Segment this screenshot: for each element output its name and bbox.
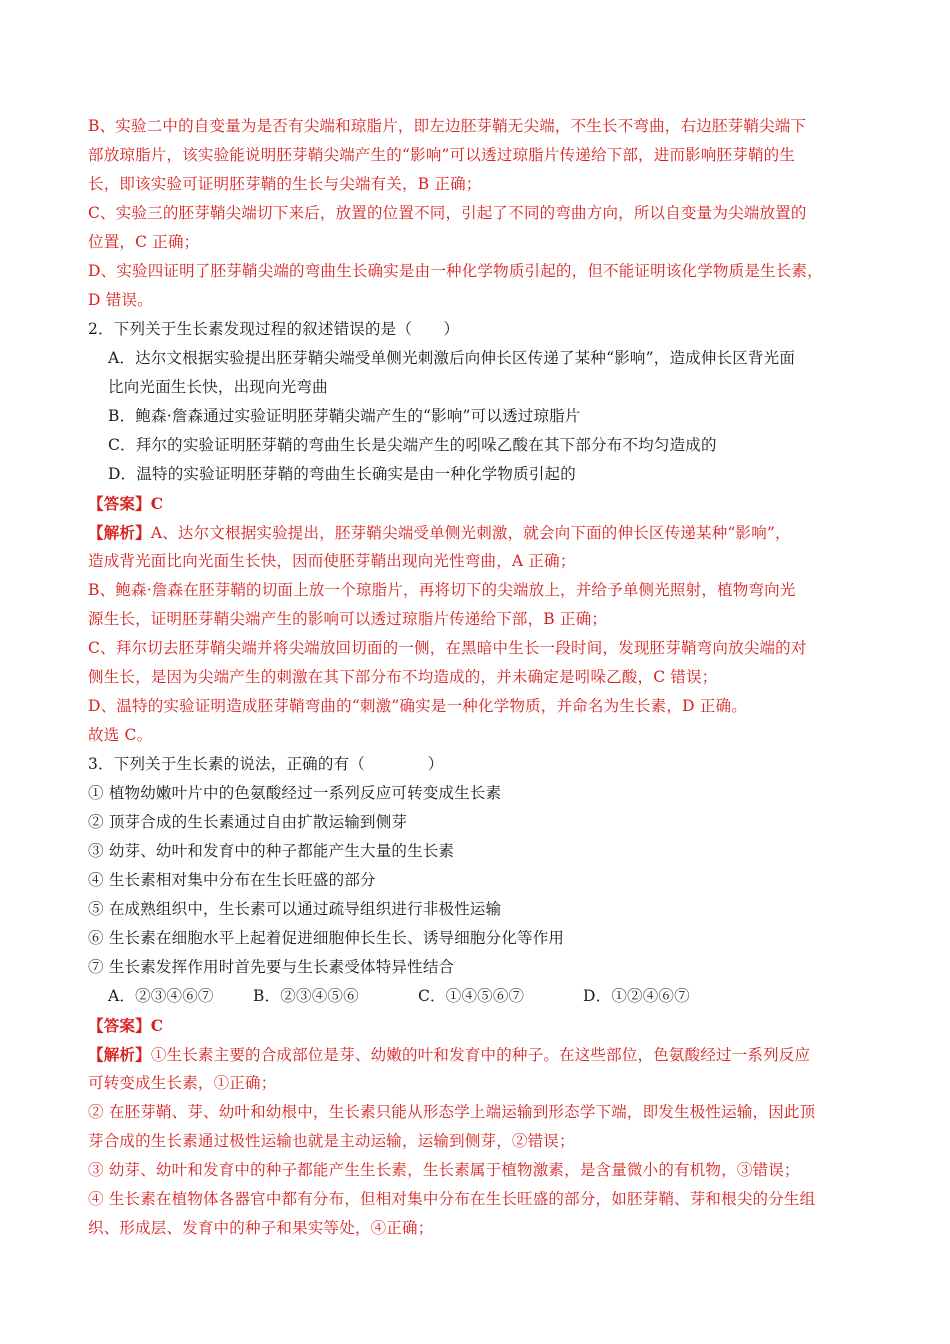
question-stem: 3．下列关于生长素的说法，正确的有（ ） [88,755,444,773]
analysis-line: 侧生长，是因为尖端产生的刺激在其下部分布不均造成的，并未确定是吲哚乙酸，C 错误； [88,668,718,686]
analysis-line: 长，即该实验可证明胚芽鞘的生长与尖端有关，B 正确； [88,175,482,193]
choice-b: B．②③④⑤⑥ [253,987,359,1005]
previous-analysis-block [88,112,868,315]
analysis-line: ③ 幼芽、幼叶和发育中的种子都能产生生长素，生长素属于植物激素，是含量微小的有机物，③错误； [88,1161,800,1179]
analysis-label: 【解析】 [88,523,151,542]
analysis-line: ② 在胚芽鞘、芽、幼叶和幼根中，生长素只能从形态学上端运输到形态学下端，即发生极性运输，因此顶 [88,1103,816,1121]
analysis-line [88,1040,868,1069]
analysis-line: D、温特的实验证明造成胚芽鞘弯曲的“刺激”确实是一种化学物质，并命名为生长素，D 正确。 [88,697,747,715]
option-b: B．鲍森·詹森通过实验证明胚芽鞘尖端产生的“影响”可以透过琼脂片 [108,407,581,425]
statement-item: ⑤ 在成熟组织中，生长素可以通过疏导组织进行非极性运输 [88,900,502,918]
document-page [88,112,868,1243]
analysis-line: 位置，C 正确； [88,233,200,251]
analysis-line: D、实验四证明了胚芽鞘尖端的弯曲生长确实是由一种化学物质引起的，但不能证明该化学物质是生长素， [88,262,823,280]
analysis-line: 造成背光面比向光面生长快，因而使胚芽鞘出现向光性弯曲，A 正确； [88,552,576,570]
analysis-line: C、实验三的胚芽鞘尖端切下来后，放置的位置不同，引起了不同的弯曲方向，所以自变量为尖端放置的 [88,204,807,222]
answer-label: 【答案】C [88,494,164,513]
analysis-line: 故选 C。 [88,726,153,744]
choice-row [88,982,868,1011]
analysis-line: ④ 生长素在植物体各器官中都有分布，但相对集中分布在生长旺盛的部分，如胚芽鞘、芽和根尖的分生组 [88,1190,816,1208]
analysis-line: 源生长，证明胚芽鞘尖端产生的影响可以透过琼脂片传递给下部，B 正确； [88,610,608,628]
statement-item: ① 植物幼嫩叶片中的色氨酸经过一系列反应可转变成生长素 [88,784,502,802]
analysis-line: 部放琼脂片，该实验能说明胚芽鞘尖端产生的“影响”可以透过琼脂片传递给下部，进而影响胚芽鞘的生 [88,146,796,164]
analysis-label: 【解析】 [88,1045,151,1064]
option-c: C．拜尔的实验证明胚芽鞘的弯曲生长是尖端产生的吲哚乙酸在其下部分布不均匀造成的 [108,436,717,454]
option-d: D．温特的实验证明胚芽鞘的弯曲生长确实是由一种化学物质引起的 [108,465,576,483]
analysis-text: A、达尔文根据实验提出，胚芽鞘尖端受单侧光刺激，就会向下面的伸长区传递某种“影响”， [150,524,791,542]
analysis-line: 织、形成层、发育中的种子和果实等处，④正确； [88,1219,434,1237]
analysis-line: 芽合成的生长素通过极性运输也就是主动运输，运输到侧芽，②错误； [88,1132,575,1150]
question-3 [88,750,868,1243]
statement-item: ④ 生长素相对集中分布在生长旺盛的部分 [88,871,376,889]
choice-c: C．①④⑤⑥⑦ [418,987,525,1005]
question-2 [88,315,868,750]
statement-item: ⑥ 生长素在细胞水平上起着促进细胞伸长生长、诱导细胞分化等作用 [88,929,565,947]
statement-item: ③ 幼芽、幼叶和发育中的种子都能产生大量的生长素 [88,842,455,860]
option-a: A．达尔文根据实验提出胚芽鞘尖端受单侧光刺激后向伸长区传递了某种“影响”，造成伸长区背光面 [108,349,796,367]
analysis-line [88,518,868,547]
analysis-line: 可转变成生长素，①正确； [88,1074,277,1092]
analysis-line: B、实验二中的自变量为是否有尖端和琼脂片，即左边胚芽鞘无尖端，不生长不弯曲，右边胚芽鞘尖端下 [88,117,807,135]
statement-item: ⑦ 生长素发挥作用时首先要与生长素受体特异性结合 [88,958,455,976]
question-stem: 2．下列关于生长素发现过程的叙述错误的是（ ） [88,320,460,338]
answer-label: 【答案】C [88,1016,164,1035]
analysis-line: D 错误。 [88,291,153,309]
analysis-line: C、拜尔切去胚芽鞘尖端并将尖端放回切面的一侧，在黑暗中生长一段时间，发现胚芽鞘弯向放尖端的对 [88,639,807,657]
choice-a: A．②③④⑥⑦ [108,987,214,1005]
analysis-text: ①生长素主要的合成部位是芽、幼嫩的叶和发育中的种子。在这些部位，色氨酸经过一系列反应 [150,1046,811,1064]
statement-item: ② 顶芽合成的生长素通过自由扩散运输到侧芽 [88,813,408,831]
analysis-line: B、鲍森·詹森在胚芽鞘的切面上放一个琼脂片，再将切下的尖端放上，并给予单侧光照射，植物弯向光 [88,581,796,599]
choice-d: D．①②④⑥⑦ [583,987,690,1005]
option-a-continued: 比向光面生长快，出现向光弯曲 [108,378,328,396]
